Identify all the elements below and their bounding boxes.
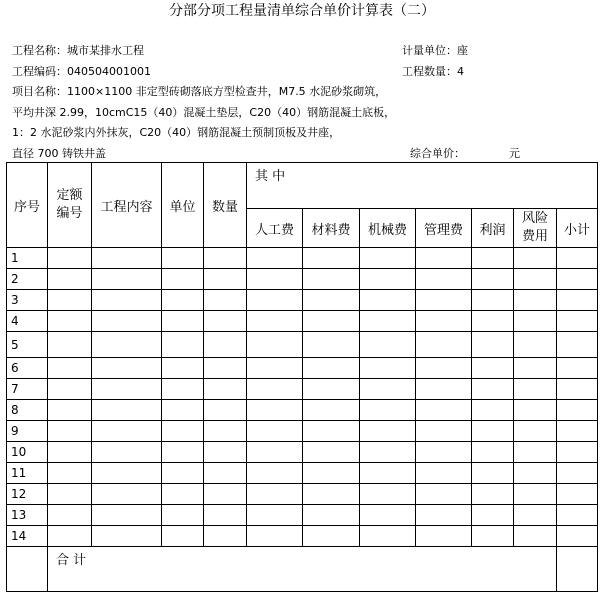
table-cell	[557, 400, 598, 421]
row-number: 11	[7, 463, 48, 484]
table-cell	[514, 248, 557, 269]
table-cell	[472, 526, 514, 547]
table-cell	[557, 484, 598, 505]
header-quantity: 数量	[204, 163, 247, 248]
table-cell	[204, 311, 247, 332]
table-cell	[204, 379, 247, 400]
table-cell	[162, 484, 204, 505]
table-cell	[48, 484, 92, 505]
header-quota-code-1: 定额	[56, 188, 83, 203]
table-cell	[48, 526, 92, 547]
table-cell	[303, 269, 360, 290]
table-cell	[360, 379, 416, 400]
table-cell	[472, 358, 514, 379]
item-name-line-3: 1：2 水泥砂浆内外抹灰，C20（40）钢筋混凝土预制顶板及井座，	[12, 126, 341, 139]
row-number: 10	[7, 442, 48, 463]
table-row	[7, 332, 598, 358]
table-cell	[303, 290, 360, 311]
table-cell	[472, 332, 514, 358]
table-cell	[204, 484, 247, 505]
table-cell	[162, 311, 204, 332]
table-row	[7, 311, 598, 332]
table-cell	[48, 358, 92, 379]
table-row	[7, 248, 598, 269]
table-cell	[303, 463, 360, 484]
table-cell	[303, 358, 360, 379]
table-row	[7, 526, 598, 547]
table-cell	[416, 505, 472, 526]
table-cell	[204, 463, 247, 484]
table-cell	[514, 358, 557, 379]
table-cell	[162, 248, 204, 269]
table-cell	[303, 526, 360, 547]
table-row	[7, 484, 598, 505]
table-cell	[557, 463, 598, 484]
header-risk-1: 风险	[521, 211, 548, 226]
table-cell	[514, 379, 557, 400]
table-cell	[416, 421, 472, 442]
table-cell	[162, 269, 204, 290]
header-profit: 利润	[472, 209, 514, 248]
table-cell	[204, 400, 247, 421]
table-cell	[247, 484, 303, 505]
table-cell	[92, 421, 162, 442]
item-name-line-1	[12, 83, 386, 99]
table-cell	[557, 269, 598, 290]
table-cell	[247, 332, 303, 358]
table-cell	[472, 290, 514, 311]
project-name-row	[12, 42, 144, 58]
table-cell	[247, 269, 303, 290]
table-cell	[204, 248, 247, 269]
table-cell	[204, 358, 247, 379]
table-cell	[247, 311, 303, 332]
table-cell	[303, 505, 360, 526]
table-cell	[472, 484, 514, 505]
code-value: 040504001001	[67, 65, 151, 78]
table-cell	[360, 311, 416, 332]
table-cell	[416, 442, 472, 463]
table-cell	[247, 421, 303, 442]
table-cell	[360, 290, 416, 311]
table-cell	[303, 379, 360, 400]
table-cell	[557, 505, 598, 526]
table-cell	[416, 332, 472, 358]
table-cell	[48, 332, 92, 358]
table-cell	[162, 463, 204, 484]
table-cell	[48, 442, 92, 463]
header-content: 工程内容	[92, 163, 162, 248]
table-cell	[360, 421, 416, 442]
table-cell	[92, 505, 162, 526]
table-cell	[92, 526, 162, 547]
table-cell	[92, 358, 162, 379]
table-cell	[92, 269, 162, 290]
table-cell	[514, 269, 557, 290]
table-cell	[514, 505, 557, 526]
table-row	[7, 505, 598, 526]
table-cell	[92, 248, 162, 269]
table-cell	[416, 269, 472, 290]
header-seq: 序号	[7, 163, 48, 248]
total-empty-cell	[7, 547, 48, 592]
table-cell	[360, 484, 416, 505]
table-row	[7, 400, 598, 421]
table-cell	[162, 442, 204, 463]
table-cell	[204, 526, 247, 547]
table-cell	[557, 421, 598, 442]
total-label: 合 计	[48, 547, 557, 592]
table-cell	[472, 421, 514, 442]
row-number: 5	[7, 332, 48, 358]
table-cell	[557, 311, 598, 332]
table-cell	[472, 505, 514, 526]
table-cell	[514, 332, 557, 358]
unit-price-row	[410, 145, 520, 161]
table-cell	[514, 484, 557, 505]
header-subtotal: 小计	[557, 209, 598, 248]
header-among: 其 中	[247, 163, 598, 209]
header-risk	[514, 209, 557, 248]
table-cell	[472, 400, 514, 421]
table-cell	[48, 290, 92, 311]
table-cell	[92, 442, 162, 463]
table-row	[7, 442, 598, 463]
table-cell	[303, 311, 360, 332]
table-cell	[514, 526, 557, 547]
table-cell	[416, 358, 472, 379]
quantity-row	[402, 63, 464, 79]
table-cell	[557, 526, 598, 547]
table-cell	[48, 400, 92, 421]
table-cell	[303, 484, 360, 505]
table-cell	[360, 332, 416, 358]
unit-value: 座	[457, 44, 468, 57]
row-number: 1	[7, 248, 48, 269]
table-cell	[92, 484, 162, 505]
table-cell	[204, 505, 247, 526]
table-cell	[204, 442, 247, 463]
table-cell	[472, 463, 514, 484]
table-cell	[514, 421, 557, 442]
table-cell	[92, 463, 162, 484]
table-cell	[48, 421, 92, 442]
table-cell	[514, 290, 557, 311]
table-cell	[247, 505, 303, 526]
table-cell	[416, 379, 472, 400]
item-name-text-1: 1100×1100 非定型砖砌落底方型检查井，M7.5 水泥砂浆砌筑，	[67, 85, 387, 98]
table-cell	[360, 463, 416, 484]
calculation-table	[6, 162, 598, 592]
table-row	[7, 290, 598, 311]
table-cell	[48, 248, 92, 269]
table-cell	[557, 379, 598, 400]
unit-label: 计量单位：	[402, 44, 457, 57]
row-number: 6	[7, 358, 48, 379]
table-cell	[416, 400, 472, 421]
row-number: 4	[7, 311, 48, 332]
table-cell	[303, 400, 360, 421]
table-cell	[92, 290, 162, 311]
table-cell	[162, 332, 204, 358]
table-cell	[48, 379, 92, 400]
project-name-value: 城市某排水工程	[67, 44, 144, 57]
table-cell	[360, 269, 416, 290]
row-number: 3	[7, 290, 48, 311]
table-cell	[247, 358, 303, 379]
table-cell	[247, 463, 303, 484]
table-cell	[514, 400, 557, 421]
header-risk-2: 费用	[521, 229, 548, 244]
table-cell	[247, 248, 303, 269]
table-cell	[514, 442, 557, 463]
table-cell	[247, 526, 303, 547]
table-cell	[48, 463, 92, 484]
table-cell	[360, 526, 416, 547]
header-labor: 人工费	[247, 209, 303, 248]
table-cell	[557, 358, 598, 379]
table-cell	[204, 290, 247, 311]
table-cell	[360, 442, 416, 463]
table-cell	[48, 269, 92, 290]
total-subtotal-cell	[557, 547, 598, 592]
table-cell	[48, 505, 92, 526]
table-cell	[247, 400, 303, 421]
table-row	[7, 463, 598, 484]
table-row	[7, 269, 598, 290]
item-name-line-4: 直径 700 铸铁井盖	[12, 147, 106, 160]
row-number: 8	[7, 400, 48, 421]
table-cell	[416, 463, 472, 484]
table-cell	[247, 379, 303, 400]
item-name-label: 项目名称：	[12, 85, 67, 98]
row-number: 9	[7, 421, 48, 442]
row-number: 14	[7, 526, 48, 547]
header-machine: 机械费	[360, 209, 416, 248]
row-number: 2	[7, 269, 48, 290]
header-management: 管理费	[416, 209, 472, 248]
table-cell	[162, 400, 204, 421]
header-material: 材料费	[303, 209, 360, 248]
table-cell	[303, 248, 360, 269]
unit-price-label: 综合单价：	[410, 147, 465, 160]
table-cell	[247, 442, 303, 463]
header-quota-code	[48, 163, 92, 248]
row-number: 7	[7, 379, 48, 400]
code-label: 工程编码：	[12, 65, 67, 78]
table-cell	[162, 290, 204, 311]
table-cell	[472, 269, 514, 290]
table-cell	[162, 505, 204, 526]
table-cell	[303, 421, 360, 442]
table-cell	[416, 526, 472, 547]
table-cell	[204, 332, 247, 358]
table-cell	[92, 311, 162, 332]
row-number: 12	[7, 484, 48, 505]
table-cell	[92, 379, 162, 400]
table-row	[7, 379, 598, 400]
table-cell	[557, 442, 598, 463]
table-cell	[416, 311, 472, 332]
unit-row	[402, 42, 468, 58]
table-cell	[557, 332, 598, 358]
table-cell	[48, 311, 92, 332]
table-cell	[557, 248, 598, 269]
table-cell	[416, 290, 472, 311]
unit-price-currency: 元	[509, 147, 520, 160]
table-cell	[92, 332, 162, 358]
table-cell	[162, 421, 204, 442]
table-cell	[360, 358, 416, 379]
table-cell	[92, 400, 162, 421]
table-cell	[162, 379, 204, 400]
table-cell	[472, 442, 514, 463]
page-title: 分部分项工程量清单综合单价计算表（二）	[169, 3, 435, 19]
table-cell	[204, 269, 247, 290]
table-cell	[360, 505, 416, 526]
table-cell	[360, 248, 416, 269]
table-cell	[514, 311, 557, 332]
item-name-line-2: 平均井深 2.99，10cmC15（40）混凝土垫层，C20（40）钢筋混凝土底板，	[12, 106, 396, 119]
quantity-value: 4	[457, 65, 464, 78]
table-cell	[360, 400, 416, 421]
table-cell	[204, 421, 247, 442]
project-name-label: 工程名称：	[12, 44, 67, 57]
row-number: 13	[7, 505, 48, 526]
table-cell	[514, 463, 557, 484]
header-quota-code-2: 编号	[56, 206, 83, 221]
table-row	[7, 358, 598, 379]
header-unit: 单位	[162, 163, 204, 248]
table-cell	[416, 484, 472, 505]
table-cell	[303, 442, 360, 463]
table-row	[7, 421, 598, 442]
table-cell	[472, 248, 514, 269]
table-cell	[247, 290, 303, 311]
table-cell	[472, 379, 514, 400]
table-cell	[303, 332, 360, 358]
table-cell	[557, 290, 598, 311]
table-cell	[162, 526, 204, 547]
table-cell	[416, 248, 472, 269]
table-cell	[162, 358, 204, 379]
quantity-label: 工程数量：	[402, 65, 457, 78]
table-cell	[472, 311, 514, 332]
code-row	[12, 63, 151, 79]
